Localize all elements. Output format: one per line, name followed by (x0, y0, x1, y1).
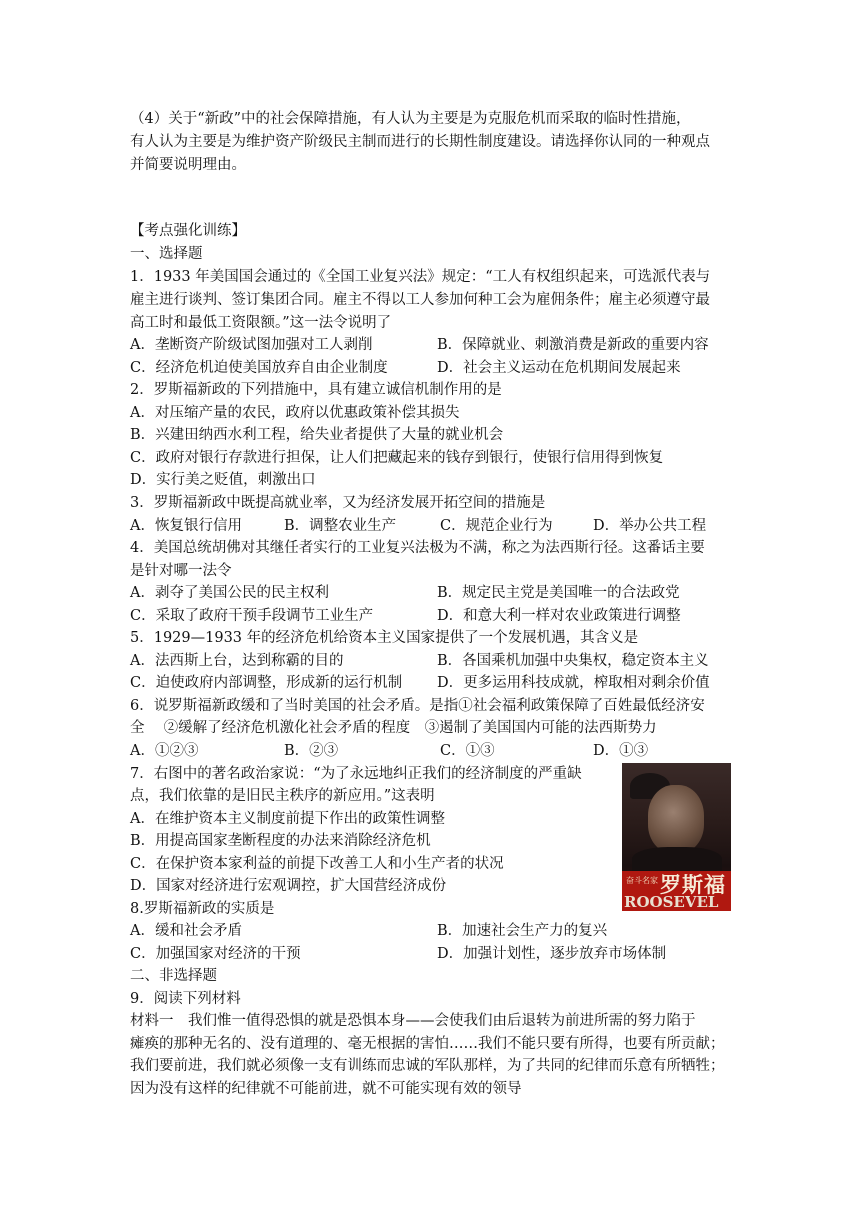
q5-stem: 5．1929—1933 年的经济危机给资本主义国家提供了一个发展机遇，其含义是 (130, 630, 639, 646)
part1-heading: 一、选择题 (130, 246, 203, 262)
q6-option-b: B．②③ (284, 743, 339, 759)
cover-series-text: 奋斗名家 (626, 876, 658, 885)
q9-material1-line-1: 材料一 我们惟一值得恐惧的就是恐惧本身——会使我们由后退转为前进所需的努力陷于 (130, 1013, 696, 1029)
cover-english-title: ROOSEVEL (624, 893, 719, 911)
q1-stem-line-3: 高工时和最低工资限额。”这一法令说明了 (130, 315, 392, 331)
q6-option-a: A．①②③ (130, 743, 199, 759)
q6-option-d: D．①③ (593, 743, 649, 759)
portrait-face (648, 785, 704, 853)
q8-stem: 8.罗斯福新政的实质是 (130, 901, 275, 917)
q3-option-b: B．调整农业生产 (284, 518, 397, 534)
q1-option-c: C．经济危机迫使美国放弃自由企业制度 (130, 360, 388, 376)
q3-option-a: A．恢复银行信用 (130, 518, 242, 534)
q2-stem: 2．罗斯福新政的下列措施中，具有建立诚信机制作用的是 (130, 382, 502, 398)
q2-option-b: B．兴建田纳西水利工程，给失业者提供了大量的就业机会 (130, 427, 504, 443)
q4-option-a: A．剥夺了美国公民的民主权利 (130, 585, 329, 601)
cover-chinese-title: 罗斯福 (660, 873, 726, 897)
intro-question-line-1: （4）关于“新政”中的社会保障措施，有人认为主要是为克服危机而采取的临时性措施， (130, 111, 691, 127)
q1-stem-line-1: 1．1933 年美国国会通过的《全国工业复兴法》规定：“工人有权组织起来，可选派代表与 (130, 269, 711, 285)
part2-heading: 二、非选择题 (130, 968, 217, 984)
q9-material1-line-2: 瘫痪的那种无名的、没有道理的、毫无根据的害怕……我们不能只要有所得，也要有所贡献； (130, 1036, 725, 1052)
roosevelt-book-cover-image (622, 763, 731, 911)
q8-option-b: B．加速社会生产力的复兴 (437, 923, 608, 939)
q5-option-d: D．更多运用科技成就，榨取相对剩余价值 (437, 675, 710, 691)
q4-option-b: B．规定民主党是美国唯一的合法政党 (437, 585, 680, 601)
q4-option-d: D．和意大利一样对农业政策进行调整 (437, 608, 681, 624)
q8-option-c: C．加强国家对经济的干预 (130, 946, 301, 962)
q1-option-b: B．保障就业、刺激消费是新政的重要内容 (437, 337, 709, 353)
q8-option-d: D．加强计划性，逐步放弃市场体制 (437, 946, 667, 962)
q7-option-d: D．国家对经济进行宏观调控，扩大国营经济成份 (130, 878, 447, 894)
q4-stem-line-2: 是针对哪一法令 (130, 563, 232, 579)
q3-stem: 3．罗斯福新政中既提高就业率，又为经济发展开拓空间的措施是 (130, 495, 546, 511)
section-heading: 【考点强化训练】 (130, 223, 246, 239)
q9-stem: 9．阅读下列材料 (130, 991, 241, 1007)
q7-option-b: B．用提高国家垄断程度的办法来消除经济危机 (130, 833, 431, 849)
q1-stem-line-2: 雇主进行谈判、签订集团合同。雇主不得以工人参加何种工会为雇佣条件；雇主必须遵守最 (130, 292, 710, 308)
q7-stem-line-2: 点，我们依靠的是旧民主秩序的新应用。”这表明 (130, 788, 435, 804)
q5-option-b: B．各国乘机加强中央集权，稳定资本主义 (437, 653, 709, 669)
q7-option-c: C．在保护资本家利益的前提下改善工人和小生产者的状况 (130, 856, 504, 872)
q2-option-a: A．对压缩产量的农民，政府以优惠政策补偿其损失 (130, 405, 460, 421)
q4-stem-line-1: 4．美国总统胡佛对其继任者实行的工业复兴法极为不满，称之为法西斯行径。这番话主要 (130, 540, 705, 556)
q9-material1-line-3: 我们要前进，我们就必须像一支有训练而忠诚的军队那样，为了共同的纪律而乐意有所牺牲； (130, 1058, 725, 1074)
q9-material1-line-4: 因为没有这样的纪律就不可能前进，就不可能实现有效的领导 (130, 1081, 522, 1097)
q5-option-c: C．迫使政府内部调整，形成新的运行机制 (130, 675, 403, 691)
q7-option-a: A．在维护资本主义制度前提下作出的政策性调整 (130, 811, 445, 827)
q2-option-d: D．实行美之贬值，刺激出口 (130, 472, 316, 488)
q6-option-c: C．①③ (440, 743, 495, 759)
q5-option-a: A．法西斯上台，达到称霸的目的 (130, 653, 344, 669)
intro-question-line-2: 有人认为主要是为维护资产阶级民主制而进行的长期性制度建设。请选择你认同的一种观点 (130, 134, 710, 150)
q3-option-c: C．规范企业行为 (440, 518, 553, 534)
q1-option-a: A．垄断资产阶级试图加强对工人剥削 (130, 337, 373, 353)
q8-option-a: A．缓和社会矛盾 (130, 923, 242, 939)
q1-option-d: D．社会主义运动在危机期间发展起来 (437, 360, 681, 376)
q6-stem-line-2: 全 ②缓解了经济危机激化社会矛盾的程度 ③遏制了美国国内可能的法西斯势力 (130, 720, 657, 736)
q3-option-d: D．举办公共工程 (593, 518, 707, 534)
q4-option-c: C．采取了政府干预手段调节工业生产 (130, 608, 374, 624)
q2-option-c: C．政府对银行存款进行担保，让人们把藏起来的钱存到银行，使银行信用得到恢复 (130, 450, 664, 466)
q7-stem-line-1: 7．右图中的著名政治家说：“为了永远地纠正我们的经济制度的严重缺 (130, 766, 582, 782)
intro-question-line-3: 并简要说明理由。 (130, 157, 246, 173)
q6-stem-line-1: 6．说罗斯福新政缓和了当时美国的社会矛盾。是指①社会福利政策保障了百姓最低经济安 (130, 698, 705, 714)
